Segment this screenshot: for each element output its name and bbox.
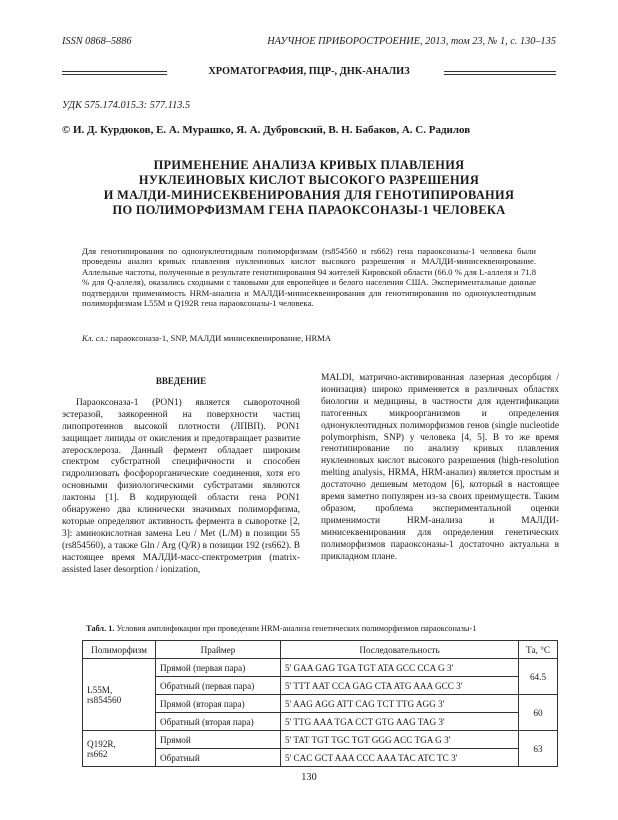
sequence-cell: 5' CAC GCT AAA CCC AAA TAC ATC TC 3' (281, 749, 519, 767)
sequence-cell: 5' TAT TGT TGC TGT GGG ACC TGA G 3' (281, 731, 519, 749)
sequence-cell: 5' TTT AAT CCA GAG CTA ATG AAA GCC 3' (281, 677, 519, 695)
keywords (82, 333, 536, 343)
sequence-cell: 5' AAG AGG ATT CAG TCT TTG AGG 3' (281, 695, 519, 713)
col-header-sequence: Последовательность (281, 641, 519, 659)
running-header (62, 36, 556, 47)
table-row (83, 731, 558, 749)
col-header-primer: Праймер (156, 641, 281, 659)
authors: © И. Д. Курдюков, Е. А. Мурашко, Я. А. Дубровский, В. Н. Бабаков, А. С. Радилов (62, 124, 471, 136)
section-heading (62, 66, 556, 80)
journal-citation: НАУЧНОЕ ПРИБОРОСТРОЕНИЕ, 2013, том 23, № 1, c. 130–135 (267, 36, 556, 47)
amplification-table (82, 640, 558, 767)
primer-cell: Прямой (первая пара) (156, 659, 281, 677)
temperature-cell: 64.5 (519, 659, 558, 695)
primer-cell: Прямой (вторая пара) (156, 695, 281, 713)
title-line: ПРИМЕНЕНИЕ АНАЛИЗА КРИВЫХ ПЛАВЛЕНИЯ (153, 158, 465, 172)
sequence-cell: 5' GAA GAG TGA TGT ATA GCC CCA G 3' (281, 659, 519, 677)
primer-cell: Обратный (первая пара) (156, 677, 281, 695)
sequence-cell: 5' TTG AAA TGA CCT GTG AAG TAG 3' (281, 713, 519, 731)
temperature-cell: 63 (519, 731, 558, 767)
issn: ISSN 0868–5886 (62, 36, 132, 47)
table-caption (86, 624, 476, 633)
title-line: И МАЛДИ-МИНИСЕКВЕНИРОВАНИЯ ДЛЯ ГЕНОТИПИРОВАНИЯ (103, 188, 515, 202)
title-line: НУКЛЕИНОВЫХ КИСЛОТ ВЫСОКОГО РАЗРЕШЕНИЯ (138, 173, 480, 187)
table-caption-label: Табл. 1. (86, 624, 115, 633)
section-rule-right (444, 71, 556, 75)
intro-paragraph-right: MALDI, матрично-активированная лазерная десорбция / ионизация) широко применяется в различных областях биологии и медицины, в частности для идентификации патогенных микроорганизмов и определения однонуклеотидных полиморфизмов генов (single nucleotide polymorphism, SNP) у человека [4, 5]. В то же время генотипирование по анализу кривых плавления нуклеиновых кислот высокого разрешения (high-resolution melting analysis, HRMA, HRM-анализ) является простым и достаточно дешевым методом [6], который в настоящее время заметно популярен из-за своих преимуществ. Таким образом, проблема экспериментальной оценки применимости HRM-анализа и МАЛДИ-минисеквенирования для определения генетических полиморфизмов параоксоназы-1 достаточно актуальна в прикладном плане. (321, 373, 559, 562)
primer-cell: Обратный (156, 749, 281, 767)
left-column (62, 376, 300, 577)
article-title (62, 158, 556, 218)
udc-code: УДК 575.174.015.3: 577.113.5 (62, 100, 191, 111)
col-header-temperature: Tа, °C (519, 641, 558, 659)
keywords-label: Кл. сл.: (82, 333, 109, 343)
keywords-text: параоксоназа-1, SNP, МАЛДИ минисеквенирование, HRMA (110, 333, 332, 343)
temperature-cell: 60 (519, 695, 558, 731)
section-title: ХРОМАТОГРАФИЯ, ПЦР-, ДНК-АНАЛИЗ (208, 66, 410, 77)
intro-paragraph-left: Параоксоназа-1 (PON1) является сывороточной эстеразой, заякоренной на поверхности частиц липопротеинов высокой плотности (ЛПВП). PON1 защищает липиды от окисления и предотвращает развитие атеросклероза. Данный фермент обладает широким спектром субстратной специфичности и способен гидролизовать фосфорорганические соединения, хотя его основными физиологическими субстратами являются лактоны [1]. В кодирующей области гена PON1 обнаружено два клинически значимых полиморфизма, которые определяют активность фермента в сыворотке [2, 3]: аминокислотная замена Leu / Met (L/M) в позиции 55 (rs854560), а также Gln / Arg (Q/R) в позиции 192 (rs662). В настоящее время МАЛДИ-масс-спектрометрия (matrix-assisted laser desorption / ionization, (62, 397, 300, 575)
abstract: Для генотипирования по однонуклеотидным полиморфизмам (rs854560 и rs662) гена параоксоназы-1 человека были проведены анализ кривых плавления нуклеиновых кислот высокого разрешения и МАЛДИ-минисеквенирование. Аллельные частоты, полученные в результате генотипирования 94 жителей Кировской области (66.0 % для L-аллеля и 71.8 % для Q-аллеля), оказались сходными с таковыми для европейцев и белого населения США. Экспериментальные данные подтвердили применимость HRM-анализа и МАЛДИ-минисеквенирования для генотипирования по однонуклеотидным полиморфизмам L55M и Q192R гена параоксоназы-1 человека. (82, 246, 536, 309)
title-line: ПО ПОЛИМОРФИЗМАМ ГЕНА ПАРАОКСОНАЗЫ-1 ЧЕЛОВЕКА (112, 203, 506, 217)
page-number: 130 (301, 772, 317, 783)
primer-cell: Обратный (вторая пара) (156, 713, 281, 731)
col-header-polymorphism: Полиморфизм (83, 641, 156, 659)
primer-cell: Прямой (156, 731, 281, 749)
table-row (83, 659, 558, 677)
right-column (321, 373, 559, 564)
intro-heading: ВВЕДЕНИЕ (155, 376, 207, 386)
table-header-row (83, 641, 558, 659)
polymorphism-cell: L55M, rs854560 (83, 659, 156, 731)
polymorphism-cell: Q192R, rs662 (83, 731, 156, 767)
table-caption-text: Условия амплификации при проведении HRM-анализа генетических полиморфизмов параоксоназы-1 (116, 624, 477, 633)
